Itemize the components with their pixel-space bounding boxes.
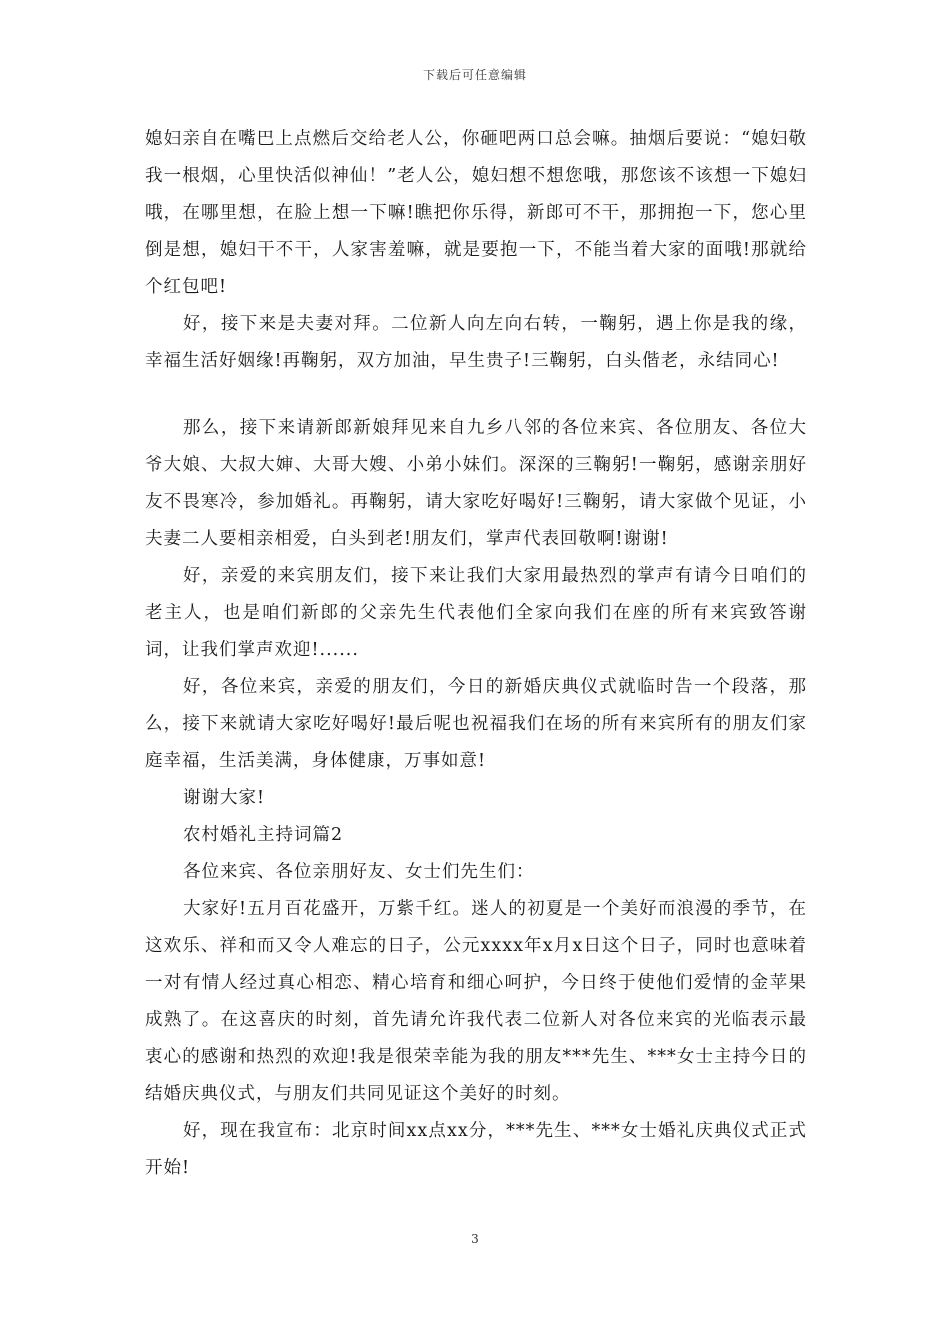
section-heading: 农村婚礼主持词篇2 [183, 825, 344, 845]
body-text [145, 121, 807, 1187]
paragraph-greeting: 各位来宾、各位亲朋好友、女士们先生们： [183, 862, 535, 882]
paragraph-7: 好，现在我宣布：北京时间xx点xx分，***先生、***女士婚礼庆典仪式正式开始! [145, 1121, 807, 1178]
paragraph-3: 那么，接下来请新郎新娘拜见来自九乡八邻的各位来宾、各位朋友、各位大爷大娘、大叔大婶、大哥大嫂、小弟小妹们。深深的三鞠躬!一鞠躬，感谢亲朋好友不畏寒冷，参加婚礼。再鞠躬，请大家吃好喝好!三鞠躬，请大家做个见证，小夫妻二人要相亲相爱，白头到老!朋友们，掌声代表回敬啊!谢谢! [145, 418, 807, 549]
paragraph-6: 大家好!五月百花盛开，万紫千红。迷人的初夏是一个美好而浪漫的季节，在这欢乐、祥和而又令人难忘的日子，公元xxxx年x月x日这个日子，同时也意味着一对有情人经过真心相恋、精心培育和细心呵护，今日终于使他们爱情的金苹果成熟了。在这喜庆的时刻，首先请允许我代表二位新人对各位来宾的光临表示最衷心的感谢和热烈的欢迎!我是很荣幸能为我的朋友***先生、***女士主持今日的结婚庆典仪式，与朋友们共同见证这个美好的时刻。 [145, 899, 807, 1104]
paragraph-thanks: 谢谢大家! [183, 788, 266, 808]
paragraph-2: 好，接下来是夫妻对拜。二位新人向左向右转，一鞠躬，遇上你是我的缘，幸福生活好姻缘!再鞠躬，双方加油，早生贵子!三鞠躬，白头偕老，永结同心! [145, 314, 807, 371]
page-number: 3 [471, 1232, 479, 1246]
paragraph-gap [145, 380, 807, 410]
paragraph-1: 媳妇亲自在嘴巴上点燃后交给老人公，你砸吧两口总会嘛。抽烟后要说：“媳妇敬我一根烟，心里快活似神仙！”老人公，媳妇想不想您哦，那您该不该想一下媳妇哦，在哪里想，在脸上想一下嘛!瞧把你乐得，新郎可不干，那拥抱一下，您心里倒是想，媳妇干不干，人家害羞嘛，就是要抱一下，不能当着大家的面哦!那就给个红包吧! [145, 129, 807, 297]
paragraph-5: 好，各位来宾，亲爱的朋友们，今日的新婚庆典仪式就临时告一个段落，那么，接下来就请大家吃好喝好!最后呢也祝福我们在场的所有来宾所有的朋友们家庭幸福，生活美满，身体健康，万事如意! [145, 677, 807, 771]
paragraph-4: 好，亲爱的来宾朋友们，接下来让我们大家用最热烈的掌声有请今日咱们的老主人，也是咱们新郎的父亲先生代表他们全家向我们在座的所有来宾致答谢词，让我们掌声欢迎!...... [145, 566, 807, 660]
header-note: 下载后可任意编辑 [422, 68, 527, 82]
